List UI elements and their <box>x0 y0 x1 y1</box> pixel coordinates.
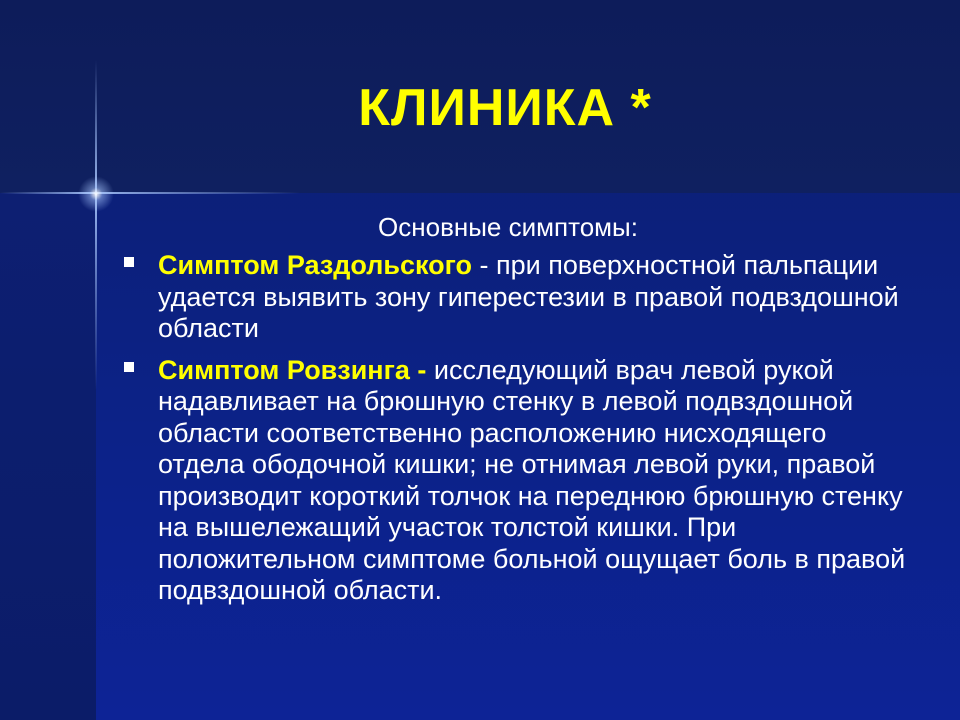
slide-subtitle: Основные симптомы: <box>378 212 638 242</box>
slide-title: КЛИНИКА * <box>358 79 652 137</box>
symptom-term: Симптом Раздольского <box>158 250 473 280</box>
sparkle-horizontal-ray <box>0 192 300 194</box>
symptom-list <box>122 250 912 617</box>
symptom-term: Симптом Ровзинга - <box>158 354 427 385</box>
sparkle-star-icon <box>78 176 114 212</box>
square-bullet-icon <box>124 362 134 372</box>
list-item <box>122 355 912 607</box>
list-item <box>122 250 912 345</box>
symptom-description: - при поверхностной пальпации удается выявить зону гиперестезии в правой подвздошной области <box>158 250 899 343</box>
symptom-description: исследующий врач левой рукой надавливает на брюшную стенку в левой подвздошной области соответственно расположению нисходящего отдела ободочной кишки; не отнимая левой руки, правой производит короткий толчок на переднюю брюшную стенку на вышележащий участок толстой кишки. При положительном симптоме больной ощущает боль в правой подвздошной области. <box>158 354 906 605</box>
left-band <box>0 193 96 720</box>
square-bullet-icon <box>124 257 134 267</box>
